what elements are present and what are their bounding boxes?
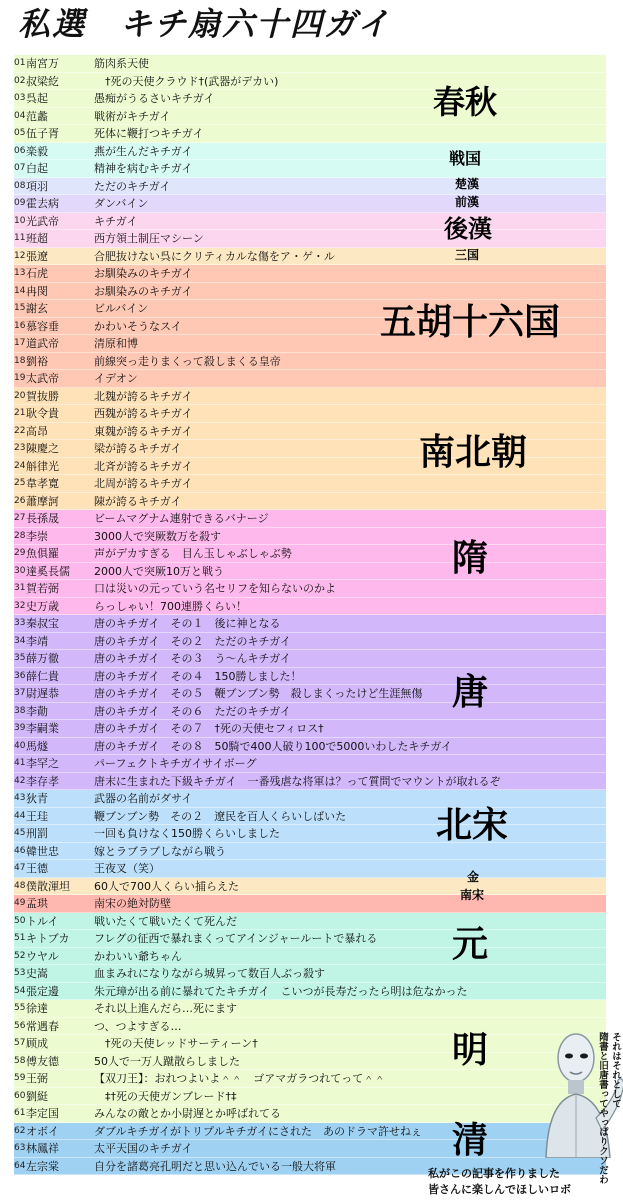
general-name: 馬燧 (26, 739, 48, 753)
row-number: 16 (14, 320, 26, 331)
table-row (14, 615, 606, 633)
row-number: 05 (14, 128, 26, 138)
table-row (14, 1000, 606, 1018)
row-number: 24 (14, 460, 26, 471)
general-description: 陳が誇るキチガイ (94, 494, 182, 508)
row-number: 35 (14, 653, 26, 663)
era-label-tang: 唐 (451, 671, 488, 713)
row-number: 53 (14, 968, 26, 978)
table-row (14, 930, 606, 948)
general-name: 李定国 (26, 1107, 59, 1120)
row-number: 13 (14, 268, 26, 278)
general-description: お馴染みのキチガイ (94, 267, 193, 280)
general-description: イデオン (94, 372, 138, 385)
table-row (14, 160, 606, 178)
general-name: 左宗棠 (26, 1159, 59, 1173)
table-row (14, 248, 606, 266)
era-label-houhan: 後漢 (444, 214, 492, 243)
general-name: オボイ (26, 1124, 59, 1138)
table-row (14, 948, 606, 966)
row-number: 29 (14, 548, 26, 558)
table-row (14, 860, 606, 878)
general-description: ビームマグナム連射できるバナージ (94, 512, 269, 525)
table-row (14, 633, 606, 651)
row-number: 32 (14, 600, 26, 611)
general-name: 劉裕 (26, 354, 48, 368)
table-row (14, 55, 606, 73)
general-name: 霍去病 (26, 197, 59, 210)
general-name: 石虎 (26, 267, 48, 280)
general-description: 鞭ブンブン勢 その２ 遼民を百人くらいしばいた (94, 809, 347, 823)
table-row (14, 563, 606, 581)
general-name: 呉起 (26, 92, 48, 105)
row-number: 47 (14, 863, 26, 873)
row-number: 48 (14, 880, 26, 891)
row-number: 11 (14, 233, 26, 243)
row-number: 63 (14, 1143, 26, 1153)
general-name: 張定邊 (26, 984, 59, 998)
general-name: 李崇 (26, 529, 48, 543)
general-description: 【双刀王】：おれつよいよ＾＾ ゴアマガラつれてって＾＾ (94, 1072, 386, 1085)
table-row (14, 580, 606, 598)
robot-side-note-2: 隋書と旧唐書ってやっぱりクソだわ (597, 1032, 608, 1184)
general-name: 魚俱羅 (26, 547, 59, 560)
table-row (14, 598, 606, 616)
general-description: 愚痴がうるさいキチガイ (94, 92, 215, 105)
row-number: 18 (14, 355, 26, 366)
row-number: 52 (14, 950, 26, 961)
era-label-wuhu: 五胡十六国 (379, 301, 560, 343)
general-name: 林鳳祥 (26, 1142, 59, 1155)
general-description: フレグの征西で暴れまくってアインジャールートで暴れる (94, 932, 378, 945)
general-description: 南宋の絶対防壁 (94, 897, 171, 910)
table-row (14, 965, 606, 983)
row-number: 45 (14, 828, 26, 838)
general-name: 叔梁紇 (26, 74, 59, 88)
general-name: 冉閔 (26, 284, 48, 298)
table-row (14, 738, 606, 756)
table-row (14, 265, 606, 283)
row-number: 39 (14, 723, 26, 733)
general-description: 唐のキチガイ その２ ただのキチガイ (94, 634, 291, 648)
general-name: 太武帝 (26, 372, 59, 385)
row-number: 38 (14, 705, 26, 716)
general-description: 燕が生んだキチガイ (94, 144, 193, 158)
row-number: 17 (14, 338, 26, 348)
table-row (14, 878, 606, 896)
general-description: 戦術がキチガイ (94, 109, 171, 123)
general-name: 賀若弼 (26, 582, 59, 595)
general-description: 唐のキチガイ その３ う～んキチガイ (94, 652, 291, 665)
row-number: 36 (14, 670, 26, 681)
general-name: 謝玄 (26, 302, 48, 315)
table-row (14, 475, 606, 493)
general-name: 李罕之 (26, 757, 59, 770)
general-description: 唐末に生まれた下級キチガイ 一番残虐な将軍は？って質問でマウントが取れるぞ (94, 774, 501, 788)
table-row (14, 528, 606, 546)
table-row (14, 283, 606, 301)
general-name: 斛律光 (26, 459, 59, 473)
robot-caption-2: 皆さんに楽しんでほしいロボ (428, 1183, 571, 1196)
row-number: 42 (14, 775, 26, 786)
general-name: 徐達 (26, 1002, 48, 1015)
table-row (14, 143, 606, 161)
general-description: †死の天使レッドサーティーン† (94, 1037, 258, 1050)
general-description: かわいい爺ちゃん (94, 949, 182, 963)
table-row (14, 773, 606, 791)
general-name: 伍子胥 (26, 127, 59, 140)
general-description: らっしゃい！700連勝くらい！ (94, 599, 247, 613)
general-name: 陳慶之 (26, 442, 59, 455)
general-description: 西魏が誇るキチガイ (94, 407, 193, 420)
table-row (14, 650, 606, 668)
row-number: 59 (14, 1073, 26, 1083)
general-description: 前線突っ走りまくって殺しまくる皇帝 (94, 354, 281, 368)
general-description: ビルバイン (94, 302, 149, 315)
general-description: 唐のキチガイ その６ ただのキチガイ (94, 704, 291, 718)
general-description: 北周が誇るキチガイ (94, 477, 193, 490)
page-title: 私選 キチ扇六十四ガイ (18, 5, 392, 43)
general-name: 達奚長儒 (26, 564, 70, 578)
general-name: 范蠡 (26, 109, 48, 123)
row-number: 20 (14, 390, 26, 401)
row-number: 21 (14, 408, 26, 418)
row-number: 04 (14, 110, 26, 121)
row-number: 31 (14, 583, 26, 593)
general-name: 李存孝 (26, 774, 59, 788)
era-label-nanbei: 南北朝 (418, 431, 527, 473)
row-number: 14 (14, 285, 26, 296)
general-name: 蕭摩訶 (26, 494, 59, 508)
general-name: 李勣 (26, 704, 48, 718)
general-name: 長孫晟 (26, 512, 59, 525)
table-row (14, 685, 606, 703)
general-name: 王德 (26, 862, 48, 875)
row-number: 41 (14, 758, 26, 768)
general-name: 賀抜勝 (26, 389, 59, 403)
general-description: 2000人で突厥10万と戦う (94, 564, 224, 578)
general-description: 自分を諸葛亮孔明だと思い込んでいる一般大将軍 (94, 1159, 336, 1173)
general-description: 3000人で突厥数万を殺す (94, 529, 221, 543)
general-name: トルイ (26, 914, 59, 928)
general-name: 白起 (26, 162, 48, 175)
general-name: 狄青 (26, 792, 48, 805)
era-label-chuhan: 楚漢 (454, 177, 479, 191)
table-row (14, 1070, 606, 1088)
row-number: 15 (14, 303, 26, 313)
row-number: 03 (14, 93, 26, 103)
table-row (14, 213, 606, 231)
row-number: 33 (14, 618, 26, 628)
row-number: 27 (14, 513, 26, 523)
general-name: 尉遅恭 (26, 687, 59, 700)
row-number: 40 (14, 740, 26, 751)
general-description: 北斉が誇るキチガイ (94, 459, 193, 473)
era-label-beisong: 北宋 (435, 804, 508, 846)
general-description: 血まみれになりながら城昇って数百人ぶっ殺す (94, 967, 325, 980)
table-row (14, 73, 606, 91)
table-row (14, 370, 606, 388)
general-description: 合肥抜けない呉にクリティカルな傷をア・ゲ・ル (94, 249, 335, 263)
table-row (14, 1140, 606, 1158)
general-description: 声がデカすぎる 目ん玉しゃぶしゃぶ勢 (94, 547, 292, 560)
table-row (14, 510, 606, 528)
general-description: †死の天使クラウド†(武器がデカい) (94, 74, 279, 88)
row-number: 57 (14, 1038, 26, 1048)
general-name: 王弼 (26, 1072, 48, 1085)
row-number: 60 (14, 1090, 26, 1101)
general-name: 韋孝寛 (26, 477, 59, 490)
general-description: 唐のキチガイ その５ 鞭ブンブン勢 殺しまくったけど生涯無傷 (94, 687, 423, 700)
table-row (14, 125, 606, 143)
general-name: 王珪 (26, 809, 48, 823)
general-description: つ、つよすぎる… (94, 1019, 182, 1033)
general-description: 東魏が誇るキチガイ (94, 424, 193, 438)
row-number: 19 (14, 373, 26, 383)
general-description: 西方領土制圧マシーン (94, 232, 204, 245)
robot-side-note-1: それはそれとして (610, 1032, 621, 1108)
general-name: 孟珙 (26, 897, 48, 910)
table-row (14, 668, 606, 686)
general-name: 道武帝 (26, 337, 59, 350)
era-label-qing: 清 (451, 1119, 488, 1161)
row-number: 49 (14, 898, 26, 908)
general-description: キチガイ (94, 214, 138, 228)
era-label-sanguo: 三国 (454, 248, 479, 262)
row-number: 02 (14, 75, 26, 86)
table-row (14, 353, 606, 371)
general-name: 李靖 (26, 634, 48, 648)
row-number: 06 (14, 145, 26, 156)
row-number: 37 (14, 688, 26, 698)
general-description: 唐のキチガイ その４ 150勝しました！ (94, 669, 302, 683)
general-description: ダブルキチガイがトリプルキチガイにされた あのドラマ許せねぇ (94, 1124, 423, 1138)
table-row (14, 1035, 606, 1053)
era-label-sui: 隋 (451, 537, 488, 579)
general-description: 武器の名前がダサイ (94, 792, 193, 805)
general-name: 張遼 (26, 249, 48, 263)
general-name: キトブカ (26, 932, 70, 945)
general-description: 唐のキチガイ その８ 50騎で400人破り100で5000いわしたキチガイ (94, 739, 452, 753)
row-number: 22 (14, 425, 26, 436)
general-name: 劉綎 (26, 1089, 48, 1103)
table-row (14, 703, 606, 721)
row-number: 23 (14, 443, 26, 453)
row-number: 09 (14, 198, 26, 208)
general-name: ウヤル (26, 949, 59, 963)
general-description: ‡†死の天使ガンブレード†‡ (94, 1089, 237, 1103)
general-name: 慕容垂 (26, 319, 59, 333)
general-description: ダンバイン (94, 197, 149, 210)
row-number: 58 (14, 1055, 26, 1066)
table-row (14, 178, 606, 196)
general-description: 唐のキチガイ その７ †死の天使セフィロス† (94, 722, 324, 735)
row-number: 10 (14, 215, 26, 226)
general-description: みんなの敵とか小尉遅とか呼ばれてる (94, 1107, 281, 1120)
general-name: 李嗣業 (26, 722, 59, 735)
general-name: 高昂 (26, 424, 48, 438)
row-number: 62 (14, 1125, 26, 1136)
table-row (14, 755, 606, 773)
row-number: 50 (14, 915, 26, 926)
general-name: 傅友德 (26, 1054, 59, 1068)
row-number: 01 (14, 58, 26, 68)
table-row (14, 1105, 606, 1123)
row-number: 34 (14, 635, 26, 646)
era-label-jin: 金 (466, 870, 479, 884)
general-description: 50人で一万人蹴散らしました (94, 1054, 240, 1068)
row-number: 30 (14, 565, 26, 576)
table-row (14, 895, 606, 913)
table-row (14, 493, 606, 511)
general-description: 王夜叉（笑） (94, 862, 160, 875)
general-name: 南宮万 (26, 57, 59, 70)
general-name: 項羽 (26, 179, 48, 193)
era-label-nansong: 南宋 (459, 888, 484, 902)
era-label-zhanguo: 戦国 (448, 149, 481, 168)
general-name: 顾成 (26, 1037, 48, 1050)
general-name: 常遇春 (26, 1019, 59, 1033)
row-number: 08 (14, 180, 26, 191)
general-name: 班超 (26, 232, 48, 245)
general-description: かわいそうなスイ (94, 319, 182, 333)
general-description: パーフェクトキチガイサイボーグ (94, 757, 257, 770)
general-description: 精神を病むキチガイ (94, 162, 193, 175)
row-number: 26 (14, 495, 26, 506)
general-description: 梁が誇るキチガイ (94, 442, 182, 455)
general-description: 北魏が誇るキチガイ (94, 389, 193, 403)
row-number: 25 (14, 478, 26, 488)
general-description: 死体に鞭打つキチガイ (94, 127, 204, 140)
era-label-qianhan: 前漢 (454, 195, 479, 209)
row-number: 64 (14, 1160, 26, 1171)
general-description: 清原和博 (94, 337, 138, 350)
row-number: 43 (14, 793, 26, 803)
general-name: 僕散渾坦 (26, 879, 70, 893)
general-description: それ以上進んだら…死にます (94, 1002, 237, 1015)
table-row (14, 405, 606, 423)
general-description: 60人で700人くらい捕らえた (94, 879, 239, 893)
table-row (14, 195, 606, 213)
row-number: 44 (14, 810, 26, 821)
general-name: 刑罰 (26, 827, 48, 840)
general-name: 薛万徹 (26, 652, 59, 665)
table-row (14, 720, 606, 738)
general-description: 太平天国のキチガイ (94, 1142, 193, 1155)
table-row (14, 1123, 606, 1141)
table-row (14, 388, 606, 406)
table-row (14, 545, 606, 563)
general-name: 楽毅 (26, 144, 48, 158)
row-number: 46 (14, 845, 26, 856)
general-name: 史嵩 (26, 967, 48, 980)
general-name: 耿令貴 (26, 407, 59, 420)
general-description: ただのキチガイ (94, 179, 171, 193)
table-row (14, 90, 606, 108)
general-name: 史万歳 (26, 599, 59, 613)
robot-caption-1: 私がこの記事を作りました (428, 1167, 560, 1180)
era-label-ming: 明 (451, 1029, 488, 1071)
general-name: 薛仁貴 (26, 669, 59, 683)
row-number: 51 (14, 933, 26, 943)
general-description: 口は災いの元っていう名セリフを知らないのかよ (94, 582, 336, 595)
table-row (14, 230, 606, 248)
row-number: 07 (14, 163, 26, 173)
table-row (14, 108, 606, 126)
general-description: 筋肉系天使 (94, 57, 149, 70)
row-number: 56 (14, 1020, 26, 1031)
era-label-yuan: 元 (451, 923, 488, 965)
table-row (14, 1053, 606, 1071)
general-description: 一回も負けなく150勝くらいしました (94, 827, 280, 840)
row-number: 54 (14, 985, 26, 996)
general-description: 朱元璋が出る前に暴れてたキチガイ こいつが長寿だったら明は危なかった (94, 984, 468, 998)
general-description: 唐のキチガイ その１ 後に神となる (94, 617, 281, 630)
table-row (14, 913, 606, 931)
general-name: 秦叔宝 (26, 617, 59, 630)
table-row (14, 1088, 606, 1106)
table-row (14, 1018, 606, 1036)
row-number: 12 (14, 250, 26, 261)
general-description: お馴染みのキチガイ (94, 284, 193, 298)
general-description: 嫁とラブラブしながら戦う (94, 844, 226, 858)
era-label-chunqiu: 春秋 (432, 83, 497, 121)
general-name: 韓世忠 (26, 844, 59, 858)
row-number: 28 (14, 530, 26, 541)
general-name: 光武帝 (26, 214, 59, 228)
table-row (14, 983, 606, 1001)
general-description: 戦いたくて戦いたくて死んだ (94, 914, 237, 928)
row-number: 61 (14, 1108, 26, 1118)
row-number: 55 (14, 1003, 26, 1013)
